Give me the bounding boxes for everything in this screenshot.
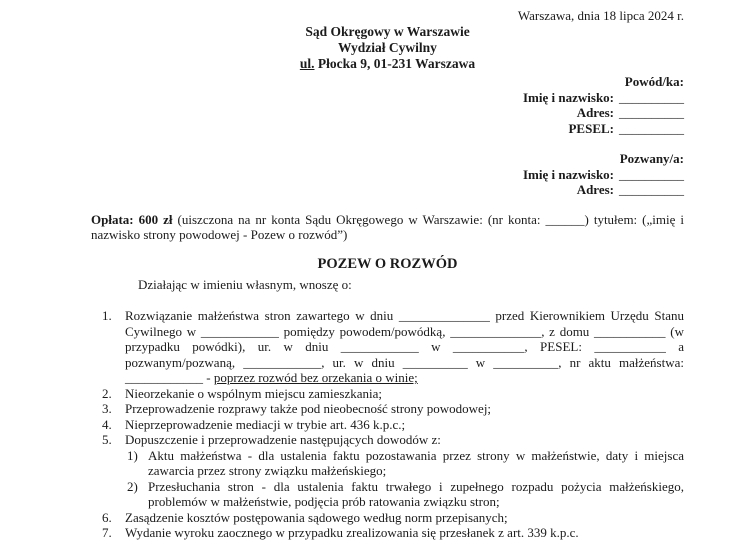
petition-list <box>91 308 684 541</box>
party-field-label: Adres: <box>576 182 614 197</box>
petition-item <box>91 308 684 386</box>
parties-section <box>91 74 684 198</box>
party-field-label: Adres: <box>576 105 614 120</box>
blank-line: __________ <box>619 182 684 197</box>
petition-number: 7. <box>102 525 112 540</box>
document-title: POZEW O ROZWÓD <box>317 255 458 272</box>
plaintiff-heading: Powód/ka: <box>624 74 684 89</box>
petition-item <box>91 525 684 541</box>
party-field-row <box>91 182 684 198</box>
petition-number: 4. <box>102 416 112 432</box>
party-field-row <box>91 121 684 137</box>
petition-subitem <box>125 448 684 479</box>
blank-line: __________ <box>619 166 684 182</box>
petition-subitem <box>125 479 684 510</box>
court-address <box>91 56 684 72</box>
party-field-row <box>91 90 684 106</box>
petition-text-segment: Wydanie wyroku zaocznego w przypadku zrealizowania się przesłanek z art. 339 k.p.c. <box>125 525 579 540</box>
petition-text-segment: Nieorzekanie o wspólnym miejscu zamieszkania; <box>125 385 383 401</box>
blank-line: __________ <box>619 105 684 120</box>
subitem-text: Aktu małżeństwa - dla ustalenia faktu pozostawania przez strony w małżeństwie, daty i miejsca zawarcia przez strony związku małżeńskiego; <box>148 447 684 478</box>
petition-text-segment: Zasądzenie kosztów postępowania sądowego według norm przepisanych; <box>125 509 508 525</box>
fee-details: (uiszczona na nr konta Sądu Okręgowego w Warszawie: (nr konta: ______) tytułem: („imię i nazwisko strony powodowej - Pozew o rozwód”) <box>91 211 685 242</box>
court-division: Wydział Cywilny <box>338 40 437 55</box>
court-address-street-abbr: ul. <box>299 56 315 71</box>
court-name: Sąd Okręgowy w Warszawie <box>305 24 470 39</box>
party-field-label: PESEL: <box>568 120 614 136</box>
defendant-block <box>91 151 684 198</box>
subitem-text: Przesłuchania stron - dla ustalenia faktu trwałego i zupełnego rozpadu pożycia małżeńskiego, problemów w małżeństwie, podjęcia prób ratowania związku stron; <box>148 478 684 509</box>
petition-text <box>125 510 684 526</box>
petition-item <box>91 510 684 526</box>
date-line: Warszawa, dnia 18 lipca 2024 r. <box>517 8 684 23</box>
defendant-heading: Pozwany/a: <box>619 151 684 166</box>
petition-text <box>125 417 684 433</box>
petition-number: 3. <box>102 401 112 416</box>
blank-line: __________ <box>619 89 684 105</box>
party-field-row <box>91 105 684 121</box>
court-header <box>91 24 684 72</box>
petition-text-underlined: poprzez rozwód bez orzekania o winie; <box>213 370 418 385</box>
intro-line: Działając w imieniu własnym, wnoszę o: <box>138 276 352 292</box>
petition-number: 6. <box>102 509 112 525</box>
subitem-number: 2) <box>127 478 138 494</box>
party-field-row <box>91 167 684 183</box>
petition-text-segment: Nieprzeprowadzenie mediacji w trybie art. 436 k.p.c.; <box>125 416 406 432</box>
petition-text-segment: Rozwiązanie małżeństwa stron zawartego w dniu ______________ przed Kierownikiem Urzędu Stanu Cywilnego w ____________ pomiędzy powodem/powódką, ______________, z domu ___________ (w przypadku powódki), ur. w dniu ____________ w ___________, PESEL: ___________ a pozwanym/pozwaną, ____________, ur. w dniu __________ w __________, nr aktu małżeństwa: ____________ - <box>125 308 684 385</box>
party-field-label: Imię i nazwisko: <box>523 89 614 105</box>
plaintiff-block <box>91 74 684 136</box>
blank-line: __________ <box>619 120 684 136</box>
petition-number: 5. <box>102 432 112 447</box>
petition-item <box>91 432 684 510</box>
petition-text <box>125 386 684 402</box>
petition-item <box>91 401 684 417</box>
court-address-rest: Płocka 9, 01-231 Warszawa <box>314 56 476 71</box>
fee-paragraph <box>91 212 684 243</box>
subitem-number: 1) <box>127 447 138 463</box>
petition-text-segment: Dopuszczenie i przeprowadzenie następujących dowodów z: <box>125 432 441 447</box>
petition-text <box>125 525 684 541</box>
petition-item <box>91 386 684 402</box>
petition-text <box>125 308 684 386</box>
party-field-label: Imię i nazwisko: <box>523 166 614 182</box>
petition-item <box>91 417 684 433</box>
petition-text <box>125 432 684 510</box>
petition-text <box>125 401 684 417</box>
petition-text-segment: Przeprowadzenie rozprawy także pod nieobecność strony powodowej; <box>125 401 492 416</box>
petition-number: 1. <box>102 308 112 323</box>
petition-number: 2. <box>102 385 112 401</box>
fee-amount: Opłata: 600 zł <box>91 211 173 227</box>
